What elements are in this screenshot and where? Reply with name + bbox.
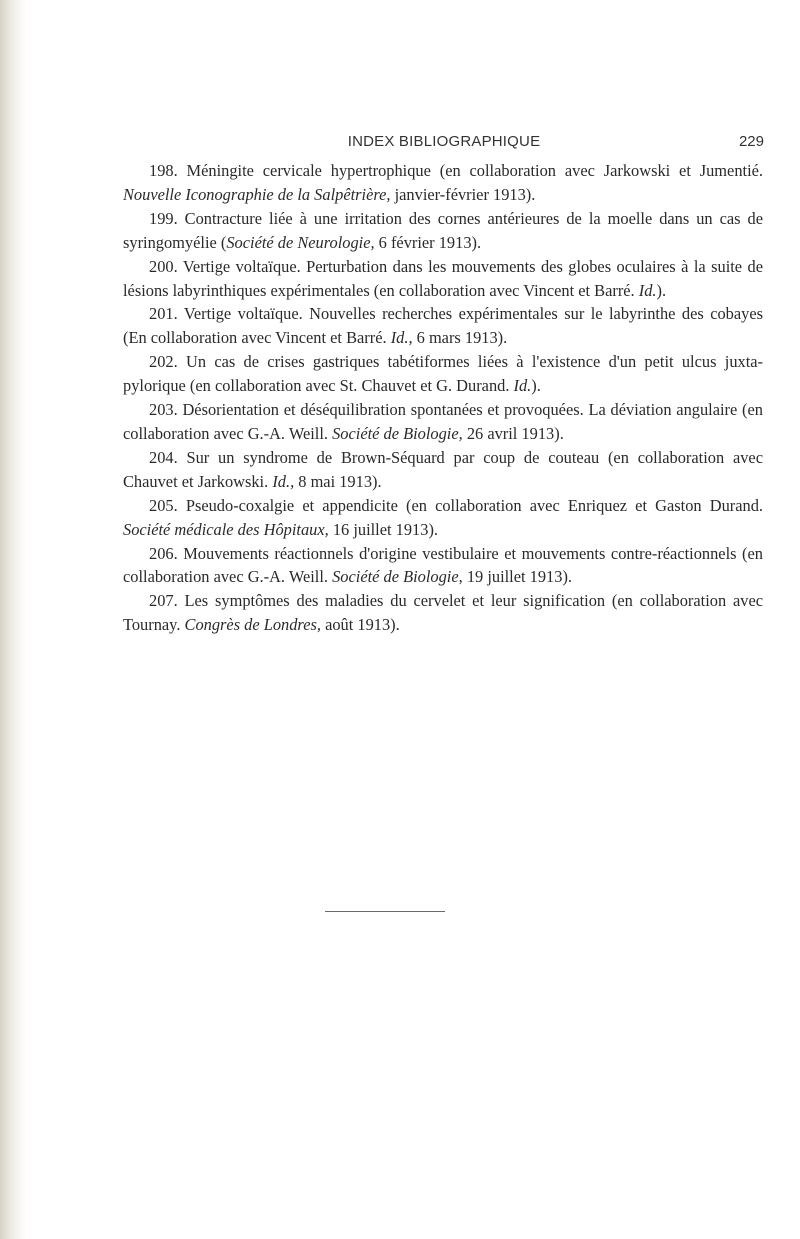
bibliography-entry bbox=[123, 398, 763, 446]
entry-source: Id., bbox=[272, 471, 295, 491]
entry-source: Id. bbox=[638, 280, 657, 300]
bibliography-entry bbox=[123, 207, 763, 255]
entry-text: Sur un syndrome de Brown-Séquard par coup de couteau (en collaboration avec Chauvet et Jarkowski. bbox=[123, 447, 763, 491]
entry-number: 204. bbox=[149, 447, 178, 467]
entry-date: 6 mars 1913). bbox=[412, 328, 508, 348]
entry-source: Id., bbox=[390, 328, 413, 348]
bibliography-entry bbox=[123, 542, 763, 590]
bibliography-entry bbox=[123, 494, 763, 542]
bibliography-entry bbox=[123, 350, 763, 398]
entry-date: 19 juillet 1913). bbox=[462, 567, 572, 587]
entry-number: 202. bbox=[149, 352, 178, 372]
running-header bbox=[125, 133, 763, 155]
entry-text: Pseudo-coxalgie et appendicite (en collaboration avec Enriquez et Gaston Durand. bbox=[177, 495, 763, 515]
entry-number: 203. bbox=[149, 400, 178, 420]
entry-number: 206. bbox=[149, 543, 178, 563]
entry-text: Un cas de crises gastriques tabétiformes liées à l'existence d'un petit ulcus juxta-pylorique (en collaboration avec St. Chauvet et G. Durand. bbox=[123, 352, 763, 396]
entry-number: 200. bbox=[149, 256, 178, 276]
entry-source: Société médicale des Hôpitaux, bbox=[123, 519, 329, 539]
entry-date: 6 février 1913). bbox=[374, 232, 482, 252]
entry-source: Société de Neurologie, bbox=[226, 232, 375, 252]
entry-source: Congrès de Londres, bbox=[184, 615, 321, 635]
bibliography-entry bbox=[123, 446, 763, 494]
entry-text: Désorientation et déséquilibration spontanées et provoquées. La déviation angulaire (en collaboration avec G.-A. Weill. bbox=[123, 400, 763, 443]
entry-text: Les symptômes des maladies du cervelet et leur signification (en collaboration avec Tournay. bbox=[123, 591, 763, 635]
entry-text: Méningite cervicale hypertrophique (en collaboration avec Jarkowski et Jumentié. bbox=[177, 161, 763, 180]
entry-source: Société de Biologie, bbox=[332, 423, 463, 443]
entry-number: 207. bbox=[149, 591, 178, 611]
bibliography-entry bbox=[123, 589, 763, 637]
entry-date: 16 juillet 1913). bbox=[328, 519, 438, 539]
entry-date: ). bbox=[531, 376, 541, 396]
bibliography-list bbox=[123, 159, 763, 637]
bibliography-entry bbox=[123, 255, 763, 303]
entry-number: 201. bbox=[149, 304, 178, 324]
entry-text: Contracture liée à une irritation des cornes antérieures de la moelle dans un cas de syringomyélie ( bbox=[123, 208, 763, 252]
entry-date: ). bbox=[656, 280, 667, 300]
entry-text: Mouvements réactionnels d'origine vestibulaire et mouvements contre-réactionnels (en collaboration avec G.-A. Weill. bbox=[123, 543, 763, 587]
section-end-rule bbox=[325, 911, 445, 912]
page-number: 229 bbox=[738, 133, 764, 150]
entry-date: août 1913). bbox=[320, 615, 400, 635]
bibliography-entry bbox=[123, 302, 763, 350]
entry-source: Nouvelle Iconographie de la Salpêtrière, bbox=[123, 184, 391, 204]
entry-number: 198. bbox=[149, 161, 178, 180]
entry-date: 8 mai 1913). bbox=[294, 471, 382, 491]
running-title: INDEX BIBLIOGRAPHIQUE bbox=[347, 133, 541, 150]
page-edge-shadow bbox=[0, 0, 28, 1239]
entry-text: Vertige voltaïque. Nouvelles recherches expérimentales sur le labyrinthe des cobayes (En collaboration avec Vincent et Barré. bbox=[123, 304, 763, 348]
entry-number: 199. bbox=[149, 208, 178, 228]
entry-number: 205. bbox=[149, 495, 178, 515]
entry-source: Société de Biologie, bbox=[332, 567, 463, 587]
bibliography-entry bbox=[123, 159, 763, 207]
entry-text: Vertige voltaïque. Perturbation dans les mouvements des globes oculaires à la suite de lésions labyrinthiques expérimentales (en collaboration avec Vincent et Barré. bbox=[123, 256, 763, 300]
entry-date: 26 avril 1913). bbox=[462, 423, 564, 443]
entry-date: janvier-février 1913). bbox=[390, 184, 536, 204]
entry-source: Id. bbox=[513, 376, 532, 396]
